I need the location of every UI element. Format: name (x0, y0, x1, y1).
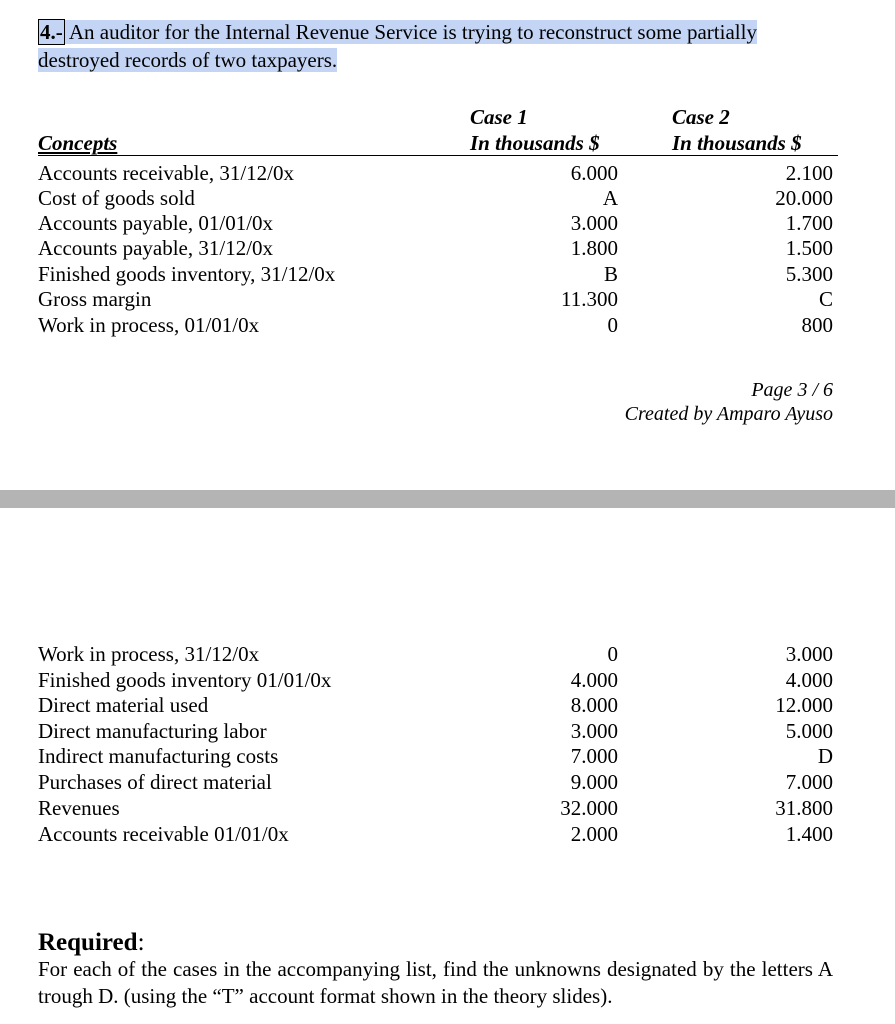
concept-label: Direct manufacturing labor (38, 719, 267, 743)
concept-label: Finished goods inventory, 31/12/0x (38, 262, 336, 286)
case1-value: 3.000 (570, 211, 618, 235)
case2-value: 3.000 (785, 642, 833, 666)
required-heading (38, 928, 145, 958)
case2-value: 4.000 (785, 668, 833, 692)
document-page-3 (0, 0, 895, 490)
concept-label: Accounts payable, 01/01/0x (38, 211, 274, 235)
case2-header: Case 2 (672, 105, 730, 129)
case1-value: 8.000 (570, 693, 618, 717)
case1-value: 2.000 (570, 822, 618, 846)
case1-value: 6.000 (570, 161, 618, 185)
case1-value: 0 (607, 642, 618, 666)
concept-label: Work in process, 31/12/0x (38, 642, 260, 666)
concept-label: Finished goods inventory 01/01/0x (38, 668, 332, 692)
case2-value: 5.300 (785, 262, 833, 286)
table-row (38, 261, 833, 287)
case2-value: 1.500 (785, 236, 833, 260)
case1-value: B (603, 262, 618, 286)
case2-value: 2.100 (785, 161, 833, 185)
case2-value: 1.700 (785, 211, 833, 235)
case1-value: 1.800 (570, 236, 618, 260)
case1-unit-header: In thousands $ (470, 131, 600, 155)
case1-value: 7.000 (570, 744, 618, 768)
concept-label: Revenues (38, 796, 120, 820)
case2-value: D (817, 744, 833, 768)
author-credit: Created by Amparo Ayuso (624, 403, 833, 425)
case1-value: 32.000 (560, 796, 618, 820)
table-row (38, 286, 833, 312)
case1-value: 0 (607, 313, 618, 337)
table-row (38, 641, 833, 667)
concept-label: Accounts receivable 01/01/0x (38, 822, 289, 846)
concept-label: Direct material used (38, 693, 209, 717)
document-page-4 (0, 508, 895, 1024)
table-row (38, 667, 833, 693)
question-line-1: An auditor for the Internal Revenue Service is trying to reconstruct some partially (68, 20, 757, 44)
concepts-header: Concepts (38, 131, 118, 155)
case2-value: 7.000 (785, 770, 833, 794)
table-row (38, 160, 833, 186)
case1-value: 3.000 (570, 719, 618, 743)
table-row (38, 235, 833, 261)
required-instructions: For each of the cases in the accompanying list, find the unknowns designated by the letters A trough D. (using the “T” account format shown in the theory slides). (38, 957, 833, 1008)
case2-value: C (818, 287, 833, 311)
concept-label: Purchases of direct material (38, 770, 272, 794)
case2-value: 5.000 (785, 719, 833, 743)
case1-value: 11.300 (561, 287, 618, 311)
case2-value: 800 (801, 313, 833, 337)
header-rule (38, 155, 838, 156)
concept-label: Indirect manufacturing costs (38, 744, 279, 768)
required-label: Required (38, 929, 138, 956)
page-number: Page 3 / 6 (751, 379, 833, 401)
table-row (38, 692, 833, 718)
question-text (38, 18, 838, 74)
case2-value: 1.400 (785, 822, 833, 846)
case1-value: A (602, 186, 618, 210)
case2-value: 31.800 (775, 796, 833, 820)
page-separator (0, 490, 895, 508)
question-number: 4.- (40, 20, 63, 44)
table-row (38, 795, 833, 821)
table-row (38, 312, 833, 338)
concept-label: Accounts receivable, 31/12/0x (38, 161, 294, 185)
case1-value: 4.000 (570, 668, 618, 692)
case1-value: 9.000 (570, 770, 618, 794)
concept-label: Accounts payable, 31/12/0x (38, 236, 274, 260)
concept-label: Gross margin (38, 287, 152, 311)
concept-label: Cost of goods sold (38, 186, 195, 210)
table-row (38, 743, 833, 769)
question-line-2: destroyed records of two taxpayers. (38, 48, 338, 72)
concept-label: Work in process, 01/01/0x (38, 313, 260, 337)
case2-unit-header: In thousands $ (672, 131, 802, 155)
table-row (38, 210, 833, 236)
table-row (38, 185, 833, 211)
case2-value: 20.000 (775, 186, 833, 210)
required-colon: : (137, 929, 145, 956)
case2-value: 12.000 (775, 693, 833, 717)
table-row (38, 718, 833, 744)
case1-header: Case 1 (470, 105, 528, 129)
table-row (38, 821, 833, 847)
table-row (38, 769, 833, 795)
